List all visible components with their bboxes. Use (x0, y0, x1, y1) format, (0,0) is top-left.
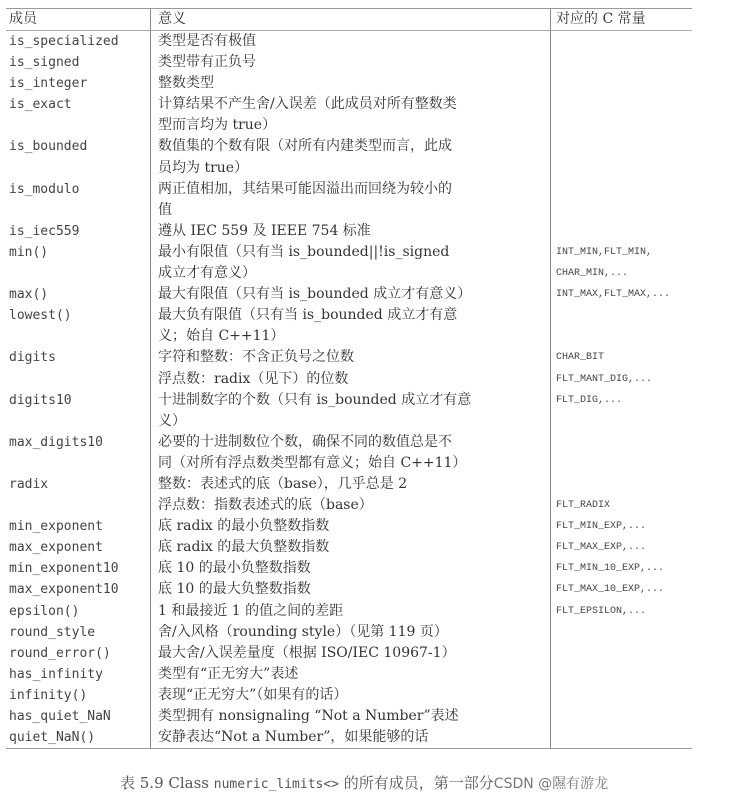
meaning-cell (150, 73, 551, 94)
meaning-cell-line: 1 和最接近 1 的值之间的差距 (158, 602, 344, 619)
caption-prefix: 表 5.9 Class (120, 774, 214, 792)
member-cell-line: has_quiet_NaN (9, 709, 111, 724)
c-constant-cell (551, 432, 692, 474)
c-constant-cell-line (556, 643, 692, 664)
meaning-cell-line: 义） (158, 412, 186, 429)
meaning-cell (150, 516, 551, 537)
meaning-cell (150, 52, 551, 73)
table-row (6, 284, 692, 305)
table-row (6, 579, 692, 600)
member-cell (6, 52, 150, 73)
table-row (6, 242, 692, 284)
member-cell (6, 347, 150, 389)
c-constant-cell-line (556, 326, 692, 347)
meaning-cell-line: 整数类型 (158, 75, 214, 92)
member-cell (6, 179, 150, 221)
table-row (6, 643, 692, 664)
meaning-cell-line: 底 10 的最大负整数指数 (158, 581, 311, 598)
meaning-cell-line: 浮点数：指数表述式的底（base） (158, 497, 373, 514)
meaning-cell-line: 型而言均为 true） (158, 117, 277, 134)
c-constant-cell-line: FLT_MANT_DIG,... (556, 373, 653, 385)
c-constant-cell-line: FLT_MIN_10_EXP,... (556, 563, 665, 575)
c-constant-cell-line (556, 31, 692, 52)
c-constant-cell (551, 685, 692, 706)
member-cell-line: digits10 (9, 392, 72, 408)
member-cell-line: round_error() (9, 645, 111, 661)
meaning-cell-line: 最大舍/入误差量度（根据 ISO/IEC 10967-1） (158, 644, 456, 661)
meaning-cell-line: 底 radix 的最小负整数指数 (158, 518, 330, 535)
c-constant-cell-line: INT_MAX,FLT_MAX,... (556, 289, 671, 301)
header-member: 成员 (9, 11, 37, 27)
c-constant-cell (551, 73, 692, 94)
member-cell (6, 622, 150, 643)
member-cell (6, 73, 150, 94)
c-constant-cell-line (556, 411, 692, 432)
meaning-cell-line: 表现“正无穷大”（如果有的话） (158, 686, 348, 703)
table-row (6, 432, 692, 474)
member-cell-line (9, 158, 150, 179)
table-row (6, 516, 692, 537)
c-constant-cell-line (556, 52, 692, 73)
member-cell-line: min() (9, 244, 49, 260)
c-constant-cell (551, 601, 692, 622)
meaning-cell (150, 305, 551, 347)
c-constant-cell (551, 664, 692, 685)
table-row (6, 474, 692, 516)
member-cell-line (9, 369, 150, 390)
table-row (6, 73, 692, 94)
member-cell-line: max() (9, 287, 49, 303)
member-cell (6, 242, 150, 284)
meaning-cell (150, 706, 551, 727)
c-constant-cell (551, 622, 692, 643)
member-cell (6, 31, 150, 52)
c-constant-cell-line (556, 73, 692, 94)
member-cell-line: epsilon() (9, 603, 80, 619)
meaning-cell (150, 31, 551, 52)
meaning-cell (150, 284, 551, 305)
member-cell-line: min_exponent (9, 519, 103, 535)
member-cell-line: max_digits10 (9, 434, 103, 450)
meaning-cell-line: 底 10 的最小负整数指数 (158, 560, 311, 577)
meaning-cell-line: 底 radix 的最大负整数指数 (158, 539, 330, 556)
c-constant-cell-line (556, 706, 692, 727)
c-constant-cell-line (556, 136, 692, 157)
meaning-cell-line: 最大有限值（只有当 is_bounded 成立才有意义） (158, 286, 472, 303)
meaning-cell-line: 两正值相加，其结果可能因溢出而回绕为较小的 (158, 180, 452, 197)
member-cell-line: min_exponent10 (9, 561, 119, 577)
meaning-cell-line: 最小有限值（只有当 is_bounded||!is_signed (158, 243, 450, 260)
c-constant-cell-line: CHAR_BIT (556, 352, 605, 364)
member-cell-line (9, 495, 150, 516)
c-constant-cell (551, 31, 692, 52)
member-cell-line: is_modulo (9, 181, 80, 197)
meaning-cell (150, 94, 551, 136)
meaning-cell (150, 347, 551, 389)
c-constant-cell-line (556, 305, 692, 326)
member-cell-line: infinity() (9, 687, 88, 703)
meaning-cell-line: 员均为 true） (158, 159, 249, 176)
meaning-cell-line: 必要的十进制数位个数，确保不同的数值总是不 (158, 433, 452, 450)
table-row (6, 31, 692, 52)
member-cell-line (9, 326, 150, 347)
meaning-cell-line: 类型带有正负号 (158, 54, 256, 71)
numeric-limits-table (6, 8, 692, 749)
c-constant-cell-line (556, 453, 692, 474)
table-row (6, 727, 692, 748)
c-constant-cell-line (556, 179, 692, 200)
meaning-cell-line: 类型有“正无穷大”表述 (158, 665, 299, 682)
table-body (6, 31, 692, 748)
c-constant-cell-line: CHAR_MIN,... (556, 268, 629, 280)
table-row (6, 221, 692, 242)
member-cell-line: radix (9, 476, 49, 492)
member-cell (6, 601, 150, 622)
member-cell-line: digits (9, 350, 56, 366)
table-row (6, 601, 692, 622)
c-constant-cell-line (556, 158, 692, 179)
meaning-cell-line: 浮点数：radix（见下）的位数 (158, 370, 349, 387)
c-constant-cell-line (556, 115, 692, 136)
table-row (6, 558, 692, 579)
c-constant-cell (551, 136, 692, 178)
meaning-cell (150, 390, 551, 432)
member-cell (6, 390, 150, 432)
c-constant-cell-line: FLT_MAX_10_EXP,... (556, 584, 665, 596)
c-constant-cell-line (556, 94, 692, 115)
c-constant-cell-line (556, 622, 692, 643)
c-constant-cell (551, 390, 692, 432)
member-cell-line: is_iec559 (9, 223, 80, 239)
meaning-cell-line: 遵从 IEC 559 及 IEEE 754 标准 (158, 222, 371, 239)
c-constant-cell (551, 558, 692, 579)
c-constant-cell (551, 537, 692, 558)
member-cell (6, 305, 150, 347)
c-constant-cell (551, 52, 692, 73)
c-constant-cell (551, 727, 692, 748)
meaning-cell-line: 义；始自 C++11） (158, 328, 285, 345)
table-caption (120, 772, 608, 793)
meaning-cell-line: 值 (158, 201, 172, 218)
c-constant-cell (551, 179, 692, 221)
table-header (6, 9, 692, 31)
c-constant-cell-line (556, 432, 692, 453)
member-cell-line: lowest() (9, 308, 72, 324)
member-cell-line (9, 411, 150, 432)
meaning-cell-line: 类型是否有极值 (158, 33, 256, 49)
member-cell-line: has_infinity (9, 666, 103, 682)
c-constant-cell-line: FLT_RADIX (556, 500, 611, 512)
member-cell (6, 643, 150, 664)
c-constant-cell (551, 305, 692, 347)
member-cell-line: is_exact (9, 97, 72, 113)
member-cell (6, 221, 150, 242)
header-c-constant: 对应的 C 常量 (556, 11, 646, 27)
c-constant-cell (551, 516, 692, 537)
meaning-cell (150, 643, 551, 664)
meaning-cell (150, 537, 551, 558)
meaning-cell (150, 558, 551, 579)
meaning-cell (150, 664, 551, 685)
meaning-cell-line: 十进制数字的个数（只有 is_bounded 成立才有意 (158, 391, 472, 408)
c-constant-cell-line (556, 221, 692, 242)
member-cell (6, 579, 150, 600)
meaning-cell (150, 601, 551, 622)
c-constant-cell-line (556, 200, 692, 221)
member-cell-line (9, 263, 150, 284)
header-meaning: 意义 (150, 9, 551, 30)
meaning-cell (150, 221, 551, 242)
table-row (6, 685, 692, 706)
c-constant-cell (551, 242, 692, 284)
meaning-cell (150, 685, 551, 706)
member-cell (6, 516, 150, 537)
c-constant-cell-line: FLT_DIG,... (556, 394, 623, 406)
table-row (6, 622, 692, 643)
caption-suffix: 的所有成员，第一部分 (339, 774, 494, 792)
meaning-cell-line: 安静表达“Not a Number”，如果能够的话 (158, 729, 429, 746)
meaning-cell (150, 136, 551, 178)
meaning-cell-line: 最大负有限值（只有当 is_bounded 成立才有意 (158, 307, 458, 324)
member-cell-line: quiet_NaN() (9, 730, 96, 746)
member-cell (6, 727, 150, 748)
member-cell-line: is_bounded (9, 139, 88, 155)
c-constant-cell-line (556, 685, 692, 706)
caption-code: numeric_limits<> (213, 777, 340, 792)
c-constant-cell-line (556, 664, 692, 685)
member-cell (6, 94, 150, 136)
member-cell (6, 284, 150, 305)
member-cell (6, 685, 150, 706)
member-cell-line: is_specialized (9, 34, 119, 49)
c-constant-cell (551, 579, 692, 600)
meaning-cell (150, 474, 551, 516)
c-constant-cell-line: FLT_EPSILON,... (556, 605, 647, 617)
member-cell-line (9, 453, 150, 474)
meaning-cell-line: 计算结果不产生舍/入误差（此成员对所有整数类 (158, 96, 457, 113)
c-constant-cell (551, 284, 692, 305)
member-cell (6, 558, 150, 579)
meaning-cell (150, 242, 551, 284)
member-cell (6, 432, 150, 474)
c-constant-cell (551, 347, 692, 389)
member-cell (6, 664, 150, 685)
table-row (6, 94, 692, 136)
table-row (6, 390, 692, 432)
table-row (6, 537, 692, 558)
watermark: CSDN @隰有游龙 (493, 776, 609, 792)
table-row (6, 179, 692, 221)
c-constant-cell-line: FLT_MIN_EXP,... (556, 521, 647, 533)
member-cell-line (9, 200, 150, 221)
table-row (6, 136, 692, 178)
meaning-cell (150, 727, 551, 748)
member-cell (6, 706, 150, 727)
meaning-cell-line: 同（对所有浮点数类型都有意义；始自 C++11） (158, 454, 467, 471)
meaning-cell-line: 类型拥有 nonsignaling “Not a Number”表述 (158, 708, 459, 724)
member-cell (6, 537, 150, 558)
c-constant-cell (551, 221, 692, 242)
meaning-cell-line: 舍/入风格（rounding style）（见第 119 页） (158, 623, 448, 640)
c-constant-cell (551, 643, 692, 664)
member-cell-line: is_signed (9, 55, 80, 71)
member-cell-line: round_style (9, 624, 96, 640)
c-constant-cell (551, 706, 692, 727)
meaning-cell-line: 数值集的个数有限（对所有内建类型而言，此成 (158, 138, 452, 155)
c-constant-cell-line (556, 727, 692, 748)
c-constant-cell (551, 474, 692, 516)
member-cell-line: is_integer (9, 76, 88, 92)
meaning-cell (150, 579, 551, 600)
meaning-cell-line: 字符和整数：不含正负号之位数 (158, 349, 354, 366)
meaning-cell (150, 622, 551, 643)
c-constant-cell-line: FLT_MAX_EXP,... (556, 542, 647, 554)
meaning-cell (150, 179, 551, 221)
member-cell-line: max_exponent10 (9, 582, 119, 598)
c-constant-cell (551, 94, 692, 136)
member-cell (6, 136, 150, 178)
meaning-cell (150, 432, 551, 474)
c-constant-cell-line: INT_MIN,FLT_MIN, (556, 246, 653, 258)
c-constant-cell-line (556, 474, 692, 495)
table-row (6, 52, 692, 73)
meaning-cell-line: 成立才有意义） (158, 265, 256, 282)
member-cell-line (9, 115, 150, 136)
table-row (6, 347, 692, 389)
member-cell-line: max_exponent (9, 540, 103, 556)
table-row (6, 706, 692, 727)
meaning-cell-line: 整数：表述式的底（base），几乎总是 2 (158, 475, 408, 492)
member-cell (6, 474, 150, 516)
table-row (6, 664, 692, 685)
table-row (6, 305, 692, 347)
